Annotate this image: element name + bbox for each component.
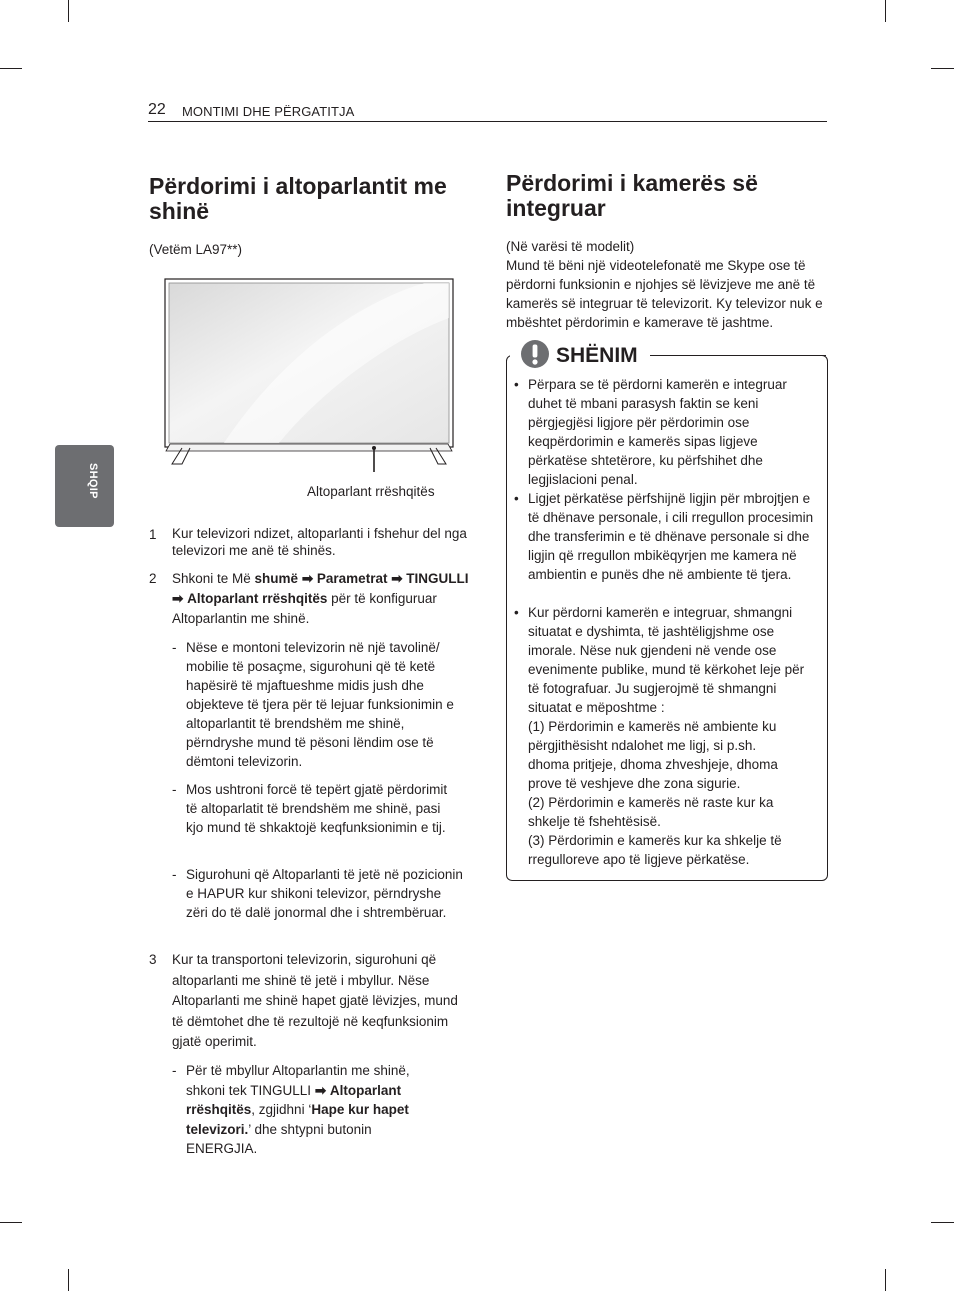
camera-intro: Mund të bëni një videotelefonatë me Skype ose të përdorni funksionin e njohjes së lëvizjeve me anë të kamerës së integruar të televizorit. Ky televizor nuk e mbështet përdorimin e kamerave të jashtme. bbox=[506, 258, 823, 330]
bullet-text: Nëse e montoni televizorin në një tavolinë/ mobilie të posaçme, sigurohuni që të ketë hapësirë të mjaftueshme midis jush dhe objekteve të tjera për të lejuar funksionimin e altoparlantit të brendshëm me shinë, përndryshe mund të pësoni lëndim ose të dëmtoni televizorin. bbox=[186, 640, 454, 769]
note-bullet: • bbox=[514, 491, 519, 506]
arrow-icon: ➡ bbox=[301, 571, 314, 586]
crop-mark bbox=[885, 0, 886, 22]
running-header: MONTIMI DHE PËRGATITJA bbox=[182, 104, 355, 119]
figure-caption: Altoparlant rrëshqitës bbox=[307, 484, 435, 499]
note-title-rule bbox=[651, 355, 826, 356]
note-subitem: (2) Përdorimin e kamerës në raste kur ka shkelje të fshehtësisë. bbox=[528, 795, 774, 829]
crop-mark bbox=[68, 0, 69, 22]
step-text: Kur ta transportoni televizorin, sigurohuni që altoparlanti me shinë të jetë i mbyllur. Nëse Altoparlanti me shinë hapet gjatë lëvizjes, mund të dëmtohet dhe të rezultojë në keqfunksionim gjatë operimit. bbox=[172, 952, 458, 1049]
crop-mark bbox=[931, 68, 954, 69]
crop-mark bbox=[931, 1222, 954, 1223]
note-subitem: (1) Përdorimin e kamerës në ambiente ku përgjithësisht ndalohet me ligj, si p.sh. dhoma pritjeje, dhoma zhveshjeje, dhoma prove të veshjeve dhe zona sigurie. bbox=[528, 719, 778, 791]
crop-mark bbox=[885, 1269, 886, 1291]
language-tab-label: SHQIP bbox=[87, 463, 99, 499]
arrow-icon: ➡ bbox=[391, 571, 403, 586]
crop-mark bbox=[0, 1222, 22, 1223]
note-subitem: (3) Përdorimin e kamerës kur ka shkelje të rregulloreve apo të ligjeve përkatëse. bbox=[528, 833, 782, 867]
step-number: 3 bbox=[149, 952, 157, 967]
note-bullet: • bbox=[514, 605, 519, 620]
section-heading-camera: Përdorimi i kamerës së integruar bbox=[506, 170, 758, 221]
page-number: 22 bbox=[148, 101, 166, 118]
step-text: Kur televizori ndizet, altoparlanti i fshehur del nga televizori me anë të shinës. bbox=[172, 526, 467, 558]
dash-bullet: - bbox=[172, 782, 177, 797]
model-note: (Vetëm LA97**) bbox=[149, 242, 243, 257]
step-text: Shkoni te Më shumë ➡ Parametrat ➡ TINGULLI ➡ Altoparlant rrëshqitës për të konfiguruar Altoparlantin me shinë. bbox=[172, 571, 469, 626]
note-text: Kur përdorni kamerën e integruar, shmangni situatat e dyshimta, të jashtëligjshme ose imorale. Nëse nuk gjendeni në vende ose evenimente publike, mund të kërkohet leje për të fotografuar. Ju sugjerojmë të shmangni situatat e mëposhtme : bbox=[528, 605, 805, 715]
step-number: 1 bbox=[149, 527, 157, 542]
crop-mark bbox=[0, 68, 22, 69]
step-number: 2 bbox=[149, 571, 157, 586]
arrow-icon: ➡ bbox=[172, 591, 184, 606]
bullet-text: Për të mbyllur Altoparlantin me shinë, shkoni tek TINGULLI ➡ Altoparlant rrëshqitës, zgjidhni ‘Hape kur hapet televizori.’ dhe shtypni butonin ENERGJIA. bbox=[186, 1063, 410, 1156]
crop-mark bbox=[68, 1269, 69, 1291]
tv-illustration bbox=[164, 278, 456, 472]
arrow-icon: ➡ bbox=[314, 1082, 327, 1098]
bullet-text: Mos ushtroni forcë të tepërt gjatë përdorimit të altoparlatit të brendshëm me shinë, pasi kjo mund të shkaktojë keqfunksionimin e tij. bbox=[186, 782, 448, 835]
note-text: Ligjet përkatëse përfshijnë ligjin për mbrojtjen e të dhënave personale, i cili rregullon procesimin dhe transferimin e të dhënave personale si dhe ligjin që rregullon mbikëqyrjen me kamera në ambientin e punës dhe në ambiente të tjera. bbox=[528, 491, 814, 582]
language-tab bbox=[55, 445, 114, 527]
note-bullet: • bbox=[514, 377, 519, 392]
bullet-text: Sigurohuni që Altoparlanti të jetë në pozicionin e HAPUR kur shikoni televizor, përndryshe zëri do të dalë jonormal dhe i shtrembëruar. bbox=[186, 867, 463, 920]
header-rule bbox=[148, 121, 827, 122]
note-text: Përpara se të përdorni kamerën e integruar duhet të mbani parasysh faktin se keni përgjegjësi ligjore për përdorimin ose keqpërdorimin e kamerës sipas ligjeve përkatëse shtetërore, ku përfshihet dhe legjislacioni penal. bbox=[528, 377, 787, 487]
model-note: (Në varësi të modelit) bbox=[506, 239, 635, 254]
dash-bullet: - bbox=[172, 1063, 177, 1078]
note-title: SHËNIM bbox=[556, 344, 638, 367]
section-heading-speaker: Përdorimi i altoparlantit me shinë bbox=[149, 173, 447, 224]
dash-bullet: - bbox=[172, 867, 177, 882]
dash-bullet: - bbox=[172, 640, 177, 655]
exclamation-icon bbox=[520, 339, 550, 369]
